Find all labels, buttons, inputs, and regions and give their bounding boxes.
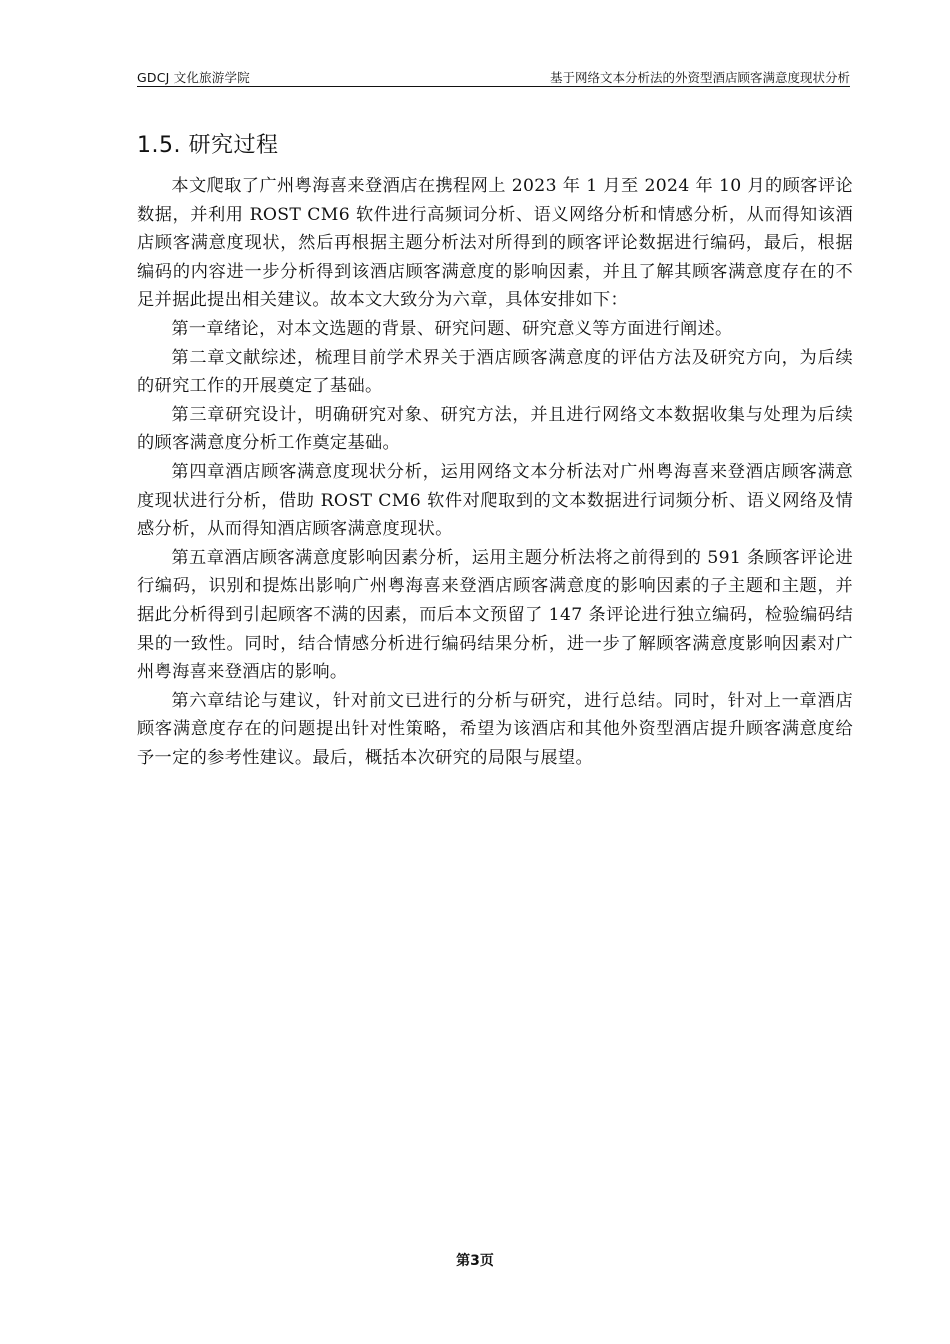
page-header	[137, 66, 850, 87]
page-number: 第3页	[456, 1253, 494, 1269]
paragraph-intro: 本文爬取了广州粤海喜来登酒店在携程网上 2023 年 1 月至 2024 年 10 月的顾客评论数据，并利用 ROST CM6 软件进行高频词分析、语义网络分析和情感分析，从而得知该酒店顾客满意度现状，然后再根据主题分析法对所得到的顾客评论数据进行编码，最后，根据编码的内容进一步分析得到该酒店顾客满意度的影响因素，并且了解其顾客满意度存在的不足并据此提出相关建议。故本文大致分为六章，具体安排如下：	[137, 176, 853, 311]
header-institution: GDCJ 文化旅游学院	[137, 70, 250, 85]
paragraph-chapter-1: 第一章绪论，对本文选题的背景、研究问题、研究意义等方面进行阐述。	[171, 318, 733, 339]
paragraph-chapter-6: 第六章结论与建议，针对前文已进行的分析与研究，进行总结。同时，针对上一章酒店顾客满意度存在的问题提出针对性策略，希望为该酒店和其他外资型酒店提升顾客满意度给予一定的参考性建议。最后，概括本次研究的局限与展望。	[137, 690, 853, 768]
body-text	[137, 172, 853, 772]
paragraph-chapter-3: 第三章研究设计，明确研究对象、研究方法，并且进行网络文本数据收集与处理为后续的顾客满意度分析工作奠定基础。	[137, 404, 853, 454]
paragraph-chapter-4: 第四章酒店顾客满意度现状分析，运用网络文本分析法对广州粤海喜来登酒店顾客满意度现状进行分析，借助 ROST CM6 软件对爬取到的文本数据进行词频分析、语义网络及情感分析，从而得知酒店顾客满意度现状。	[137, 461, 853, 540]
paragraph-chapter-2: 第二章文献综述，梳理目前学术界关于酒店顾客满意度的评估方法及研究方向，为后续的研究工作的开展奠定了基础。	[137, 347, 853, 397]
section-title: 1.5. 研究过程	[137, 133, 279, 158]
header-thesis-title: 基于网络文本分析法的外资型酒店顾客满意度现状分析	[549, 70, 850, 85]
paragraph-chapter-5: 第五章酒店顾客满意度影响因素分析，运用主题分析法将之前得到的 591 条顾客评论进行编码，识别和提炼出影响广州粤海喜来登酒店顾客满意度的影响因素的子主题和主题，并据此分析得到引起顾客不满的因素，而后本文预留了 147 条评论进行独立编码，检验编码结果的一致性。同时，结合情感分析进行编码结果分析，进一步了解顾客满意度影响因素对广州粤海喜来登酒店的影响。	[137, 547, 853, 683]
